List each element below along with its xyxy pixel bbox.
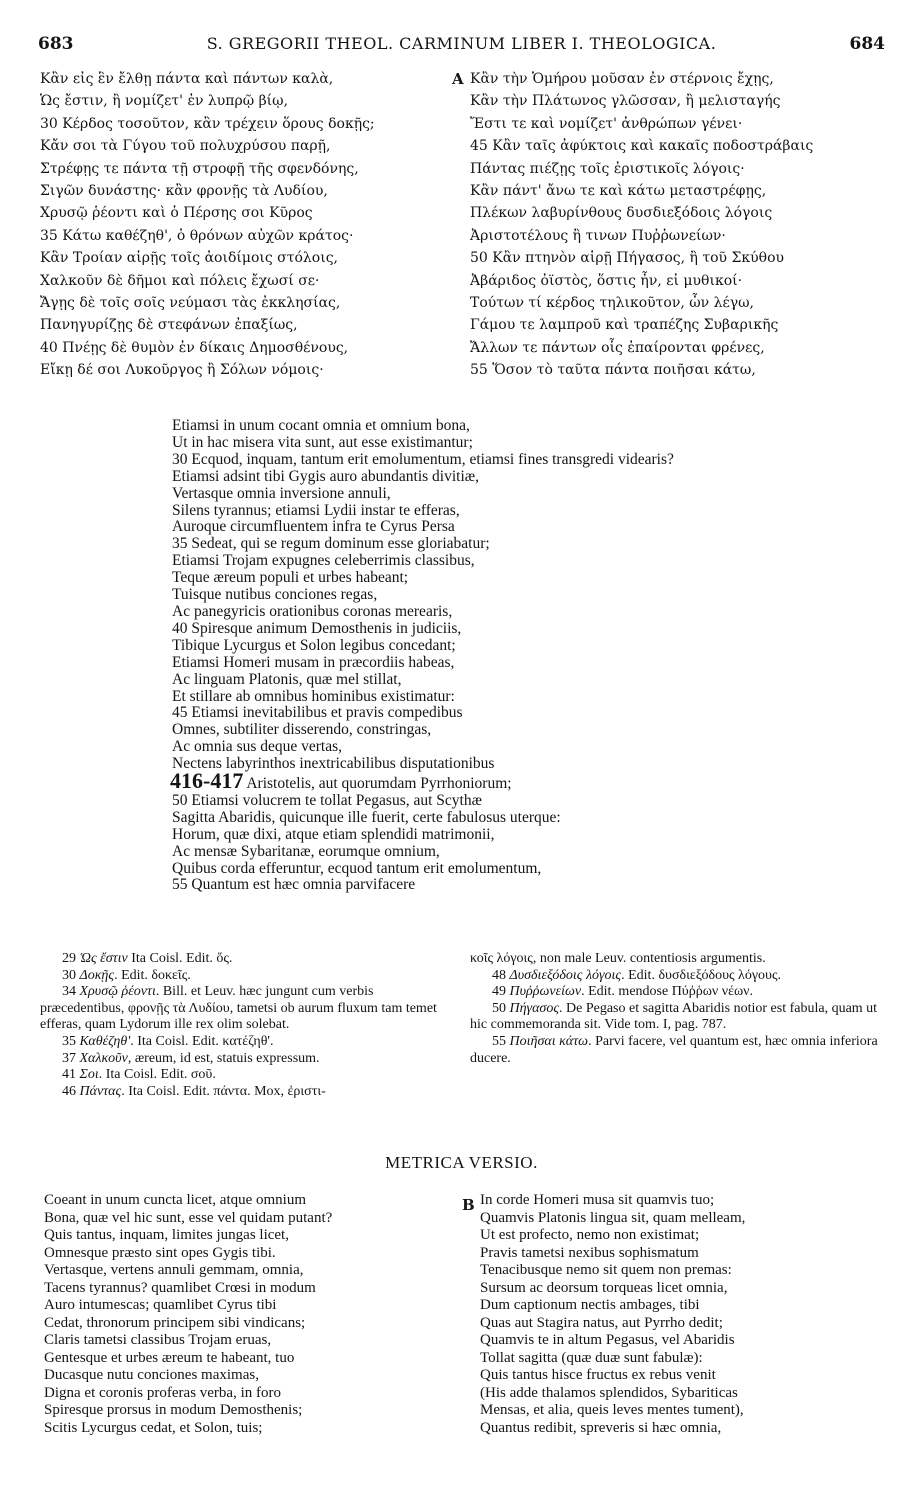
note-text: . De Pegaso et sagitta Abaridis notior est fabula, quam ut hic commemoranda sit. Vide tom. I, pag. 787. (470, 1000, 878, 1033)
verse-line: Κἄν σοι τὰ Γύγου τοῦ πολυχρύσου παρῇ, (40, 138, 331, 155)
note (40, 1051, 455, 1068)
verse-line: Pravis tametsi nexibus sophismatum (480, 1244, 699, 1261)
translation-line: Aristotelis, aut quorumdam Pyrrhoniorum; (246, 775, 512, 793)
verse-line: 30 Κέρδος τοσοῦτον, κἂν τρέχειν ὅρους δοκῇς; (40, 115, 375, 132)
translation-line: Nectens labyrinthos inextricabilibus disputationibus (172, 755, 495, 773)
note-ref: 46 (62, 1083, 80, 1099)
verse-line: Scitis Lycurgus cedat, et Solon, tuis; (44, 1419, 263, 1436)
verse-line: Στρέφῃς τε πάντα τῇ στροφῇ τῆς σφενδόνης, (40, 160, 359, 177)
note-text: . Ita Coisl. Edit. πάντα. Mox, ἐριστι- (121, 1083, 326, 1099)
verse-line: Χαλκοῦν δὲ δῆμοι καὶ πόλεις ἔχωσί σε· (40, 272, 320, 289)
note-lemma: Ὡς ἔστιν (79, 951, 128, 966)
translation-line: Auroque circumfluentem infra te Cyrus Persa (172, 518, 455, 536)
verse-line: Ὡς ἔστιν, ἢ νομίζετ' ἐν λυπρῷ βίῳ, (40, 93, 289, 110)
verse-line: Ut est profecto, nemo non existimat; (480, 1227, 700, 1243)
verse-line: 50 Κἂν πτηνὸν αἱρῇ Πήγασος, ἢ τοῦ Σκύθου (470, 250, 785, 267)
translation-line: Etiamsi Homeri musam in præcordiis habeas, (172, 653, 455, 671)
note-text: κοῖς λόγοις, non male Leuv. contentiosis argumentis. (470, 951, 766, 966)
translation-line: Etiamsi Trojam expugnes celeberrimis classibus, (172, 552, 475, 570)
metrica-versio-left (44, 1192, 454, 1437)
translation-line: 50 Etiamsi volucrem te tollat Pegasus, aut Scythæ (172, 791, 482, 809)
column-reference: 416-417 (170, 768, 244, 794)
note-text: Ita Coisl. Edit. ὅς. (127, 951, 233, 966)
note-text: . Edit. mendose Πύῤῥων νέων. (581, 984, 754, 1000)
verse-line: Bona, quæ vel hic sunt, esse vel quidam putant? (44, 1209, 333, 1226)
running-title: S. GREGORII THEOL. CARMINUM LIBER I. THEOLOGICA. (206, 34, 717, 53)
note (470, 1001, 888, 1034)
verse-line: Spiresque prorsus in modum Demosthenis; (44, 1402, 303, 1418)
translation-line: 45 Etiamsi inevitabilibus et pravis compedibus (172, 704, 463, 722)
note-text: . Parvi facere, vel quantum est, hæc omnia inferiora ducere. (470, 1033, 878, 1066)
translation-line: Ac mensæ Sybaritanæ, eorumque omnium, (172, 842, 440, 860)
margin-mark-a: A (452, 70, 464, 88)
greek-text-right (470, 68, 888, 382)
greek-text-left (40, 68, 445, 382)
translation-line: Teque æreum populi et urbes habeant; (172, 569, 409, 587)
translation-line: Etiamsi in unum cocant omnia et omnium bona, (172, 417, 470, 434)
translation-line: Ac linguam Platonis, quæ mel stillat, (172, 670, 402, 688)
note-ref: 49 (492, 984, 510, 1000)
note-lemma: Χαλκοῦν (79, 1050, 128, 1066)
verse-line: Εἴκῃ δέ σοι Λυκοῦργος ἢ Σόλων νόμοις· (40, 362, 324, 379)
note (40, 1084, 455, 1101)
verse-line: Coeant in unum cuncta licet, atque omnium (44, 1192, 307, 1208)
note-lemma: Σοι (79, 1067, 99, 1083)
verse-line: Σιγῶν δυνάστης· κἂν φρονῇς τὰ Λυδίου, (40, 183, 328, 200)
note (470, 1034, 888, 1067)
note-lemma: Χρυσῷ ῥέοντι (79, 984, 156, 1000)
note-lemma: Πυῤῥωνείων (509, 984, 582, 1000)
verse-line: Omnesque præsto sint opes Gygis tibi. (44, 1244, 276, 1261)
translation-line: Ac omnia sus deque vertas, (172, 738, 343, 756)
note (40, 951, 455, 968)
note-lemma: Πάντας (79, 1083, 122, 1099)
note-lemma: Πήγασος (509, 1000, 560, 1016)
note-text: . Ita Coisl. Edit. σοῦ. (98, 1067, 216, 1083)
translation-line: 40 Spiresque animum Demosthenis in judiciis, (172, 619, 462, 637)
translation-line: Et stillare ab omnibus hominibus existimatur: (172, 687, 455, 705)
verse-line: 35 Κάτω καθέζηθ', ὁ θρόνων αὐχῶν κράτος· (40, 227, 354, 244)
translation-line: Silens tyrannus; etiamsi Lydii instar te efferas, (172, 501, 460, 519)
verse-line: Ἀριστοτέλους ἢ τινων Πυῤῥωνείων· (470, 227, 726, 244)
note (40, 984, 455, 1034)
verse-line: Mensas, et alia, queis leves mentes tument), (480, 1402, 744, 1418)
verse-line: Πανηγυρίζῃς δὲ στεφάνων ἐπαξίως, (40, 317, 298, 334)
verse-line: 40 Πνέῃς δὲ θυμὸν ἐν δίκαις Δημοσθένους, (40, 339, 349, 356)
verse-line: Cedat, thronorum principem sibi vindicans; (44, 1314, 306, 1331)
note (470, 951, 888, 968)
note-text: . Edit. δυσδιεξόδους λόγους. (621, 967, 782, 983)
verse-line: Ἀβάριδος ὀϊστὸς, ὅστις ἦν, εἰ μυθικοί· (470, 272, 743, 289)
translation-line: Sagitta Abaridis, quicunque ille fuerit, certe fabulosus uterque: (172, 808, 561, 826)
note-lemma: Δυσδιεξόδοις λόγοις (509, 967, 622, 983)
section-title: METRICA VERSIO. (385, 1153, 538, 1172)
translation-line: Quibus corda efferuntur, ecquod tantum erit emolumentum, (172, 859, 542, 877)
verse-line: Quas aut Stagira natus, aut Pyrrho dedit; (480, 1314, 723, 1331)
translation-line: Etiamsi adsint tibi Gygis auro abundantis divitiæ, (172, 467, 479, 485)
translation-line: Omnes, subtiliter disserendo, constringas, (172, 721, 432, 739)
page-number-right: 684 (849, 34, 885, 54)
note (40, 1034, 455, 1051)
note-ref: 34 (62, 984, 80, 1000)
note-lemma: Δοκῇς (79, 967, 115, 983)
verse-line: Quamvis Platonis lingua sit, quam melleam, (480, 1209, 746, 1226)
verse-line: 45 Κἂν ταῖς ἀφύκτοις καὶ κακαῖς ποδοστράβαις (470, 138, 814, 155)
translation-line: 35 Sedeat, qui se regum dominum esse gloriabatur; (172, 535, 490, 553)
verse-line: Ἄλλων τε πάντων οἷς ἐπαίρονται φρένες, (470, 339, 765, 356)
note-ref: 50 (492, 1000, 510, 1016)
translation-line: 55 Quantum est hæc omnia parvifacere (172, 876, 416, 894)
note-ref: 55 (492, 1033, 510, 1049)
verse-line: (His adde thalamos splendidos, Sybariticas (480, 1384, 738, 1401)
translation-line: Ut in hac misera vita sunt, aut esse existimantur; (172, 433, 473, 451)
verse-line: Digna et coronis proferas verba, in foro (44, 1384, 281, 1401)
verse-line: Auro intumescas; quamlibet Cyrus tibi (44, 1297, 277, 1313)
verse-line: Κἂν εἰς ἓν ἔλθῃ πάντα καὶ πάντων καλὰ, (40, 71, 334, 87)
note (470, 984, 888, 1001)
note-ref: 41 (62, 1067, 80, 1083)
note-text: . Edit. δοκεῖς. (114, 967, 191, 983)
verse-line: Dum captionum nectis ambages, tibi (480, 1297, 700, 1313)
margin-mark-b: B (462, 1196, 475, 1214)
latin-translation (172, 418, 862, 894)
verse-line: Claris tametsi classibus Trojam eruas, (44, 1332, 272, 1348)
verse-line: Quis tantus hisce fructus ex rebus venit (480, 1367, 716, 1383)
verse-line: Tacens tyrannus? quamlibet Crœsi in modum (44, 1279, 316, 1296)
page-number-left: 683 (38, 34, 74, 54)
note-text: , æreum, id est, statuis expressum. (127, 1050, 320, 1066)
verse-line: Ducasque nutu conciones maximas, (44, 1367, 259, 1383)
verse-line: Quis tantus, inquam, limites jungas licet, (44, 1227, 289, 1243)
note (40, 1067, 455, 1084)
translation-line: Ac panegyricis orationibus coronas merearis, (172, 602, 453, 620)
note (470, 968, 888, 985)
verse-line: Vertasque, vertens annuli gemmam, omnia, (44, 1262, 304, 1278)
verse-line: Sursum ac deorsum torqueas licet omnia, (480, 1279, 728, 1296)
note-text: . Bill. et Leuv. hæc jungunt cum verbis præcedentibus, φρονῇς τὰ Λυδίου, tametsi ob aurum fluxum tam temet efferas, quam Lydorum ille rex olim solebat. (40, 984, 437, 1033)
verse-line: Ἄγῃς δὲ τοῖς σοῖς νεύμασι τὰς ἐκκλησίας, (40, 295, 341, 312)
verse-line: Κἂν Τροίαν αἱρῇς τοῖς ἀοιδίμοις στόλοις, (40, 250, 338, 267)
verse-line: Κἂν πάντ' ἄνω τε καὶ κάτω μεταστρέφῃς, (470, 183, 767, 200)
verse-line: Κἂν τὴν Πλάτωνος γλῶσσαν, ἢ μελισταγής (470, 93, 781, 110)
note-lemma: Ποιῆσαι κάτω (509, 1033, 589, 1049)
verse-line: Ἔστι τε καὶ νομίζετ' ἀνθρώπων γένει· (470, 115, 743, 132)
translation-line: Tibique Lycurgus et Solon legibus concedant; (172, 636, 456, 654)
verse-line: Τούτων τί κέρδος τηλικοῦτον, ὧν λέγω, (470, 295, 754, 312)
verse-line: Κἂν τὴν Ὁμήρου μοῦσαν ἐν στέρνοις ἔχῃς, (470, 71, 774, 87)
translation-line-with-column-ref (170, 768, 862, 794)
note-lemma: Καθέζηθ' (79, 1033, 131, 1049)
verse-line: Πλέκων λαβυρίνθους δυσδιεξόδοις λόγοις (470, 205, 773, 222)
verse-line: Quamvis te in altum Pegasus, vel Abaridis (480, 1332, 735, 1348)
translation-line: Vertasque omnia inversione annuli, (172, 484, 391, 502)
critical-notes-right (470, 951, 888, 1067)
translation-line: 30 Ecquod, inquam, tantum erit emolumentum, etiamsi fines transgredi videaris? (172, 450, 674, 468)
verse-line: In corde Homeri musa sit quamvis tuo; (480, 1192, 715, 1208)
note-ref: 29 (62, 951, 80, 966)
verse-line: Πάντας πιέζῃς τοῖς ἐριστικοῖς λόγοις· (470, 160, 745, 177)
critical-notes-left (40, 951, 455, 1100)
note-text: . Ita Coisl. Edit. κατέζηθ'. (130, 1033, 274, 1049)
verse-line: 55 Ὅσον τὸ ταῦτα πάντα ποιῆσαι κάτω, (470, 362, 756, 379)
translation-line: Tuisque nutibus conciones regas, (172, 586, 378, 604)
note-ref: 37 (62, 1050, 80, 1066)
note-ref: 35 (62, 1033, 80, 1049)
verse-line: Quantus redibit, spreveris si hæc omnia, (480, 1419, 722, 1436)
metrica-versio-right (480, 1192, 880, 1437)
page-header (38, 34, 885, 60)
verse-line: Gentesque et urbes æreum te habeant, tuo (44, 1349, 295, 1366)
note-ref: 30 (62, 967, 80, 983)
verse-line: Tenacibusque nemo sit quem non premas: (480, 1262, 732, 1278)
verse-line: Γάμου τε λαμπροῦ καὶ τραπέζης Συβαρικῆς (470, 317, 779, 334)
verse-line: Tollat sagitta (quæ duæ sunt fabulæ): (480, 1349, 703, 1366)
note-ref: 48 (492, 967, 510, 983)
verse-line: Χρυσῷ ῥέοντι καὶ ὁ Πέρσης σοι Κῦρος (40, 205, 313, 222)
translation-line: Horum, quæ dixi, atque etiam splendidi matrimonii, (172, 825, 495, 843)
note (40, 968, 455, 985)
